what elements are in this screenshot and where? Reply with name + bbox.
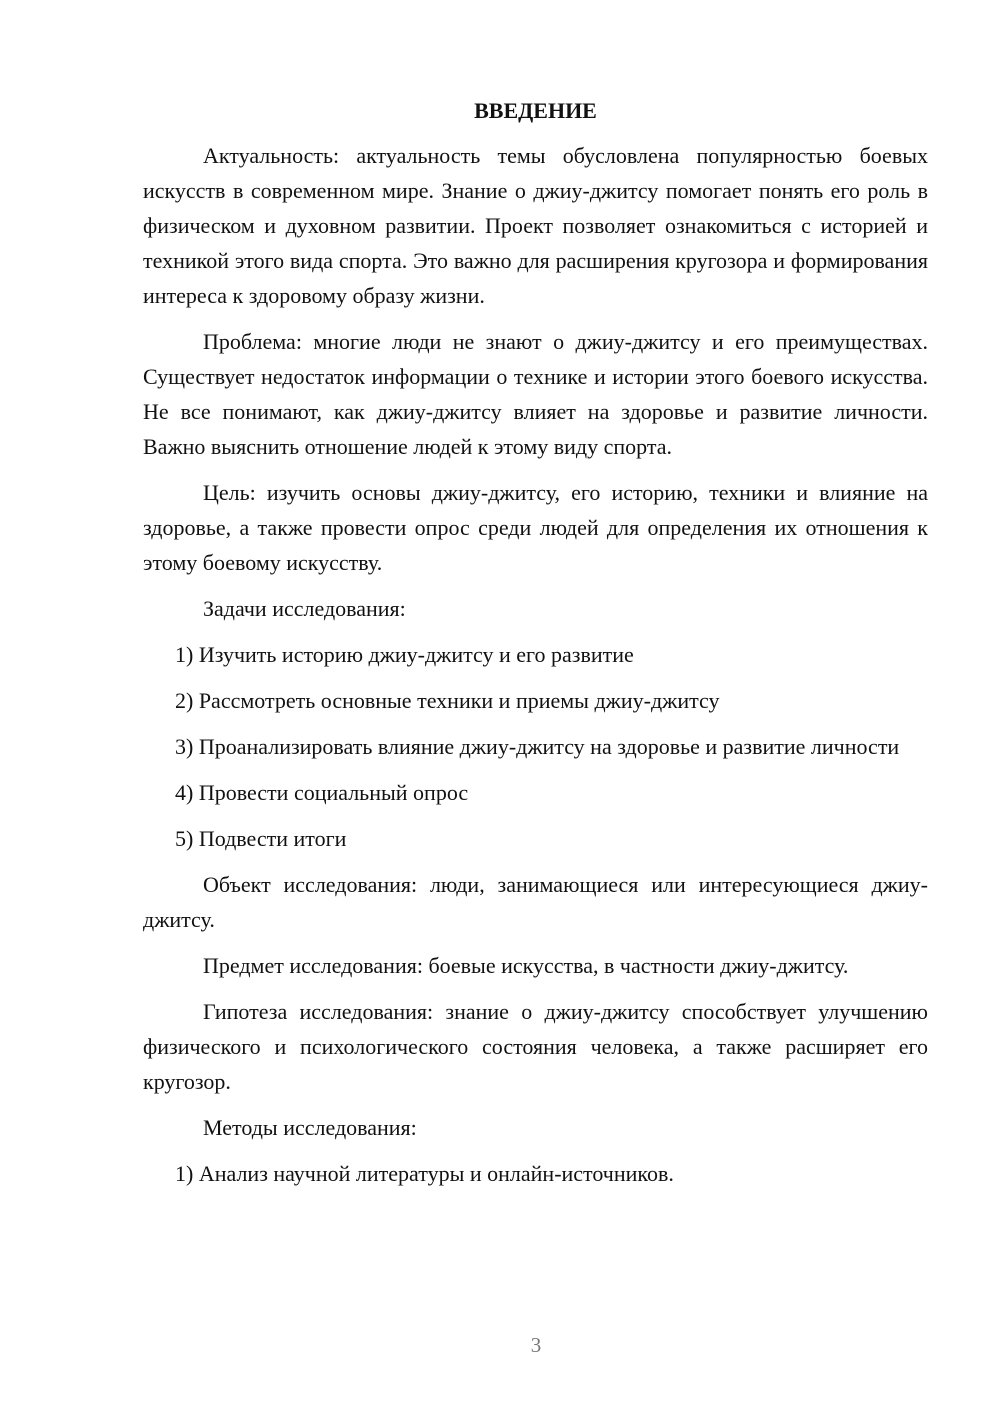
paragraph-tasks-title: Задачи исследования:	[203, 596, 406, 621]
page-number: 3	[530, 1333, 542, 1357]
paragraph-subject: Предмет исследования: боевые искусства, в частности джиу-джитсу.	[203, 953, 849, 978]
section-heading: ВВЕДЕНИЕ	[474, 98, 597, 123]
paragraph-goal: Цель: изучить основы джиу-джитсу, его историю, техники и влияние на здоровье, а также провести опрос среди людей для определения их отношения к этому боевому искусству.	[143, 480, 928, 575]
task-item-2: 2) Рассмотреть основные техники и приемы джиу-джитсу	[175, 688, 720, 713]
paragraph-hypothesis: Гипотеза исследования: знание о джиу-джитсу способствует улучшению физического и психологического состояния человека, а также расширяет его кругозор.	[143, 999, 928, 1094]
paragraph-problem: Проблема: многие люди не знают о джиу-джитсу и его преимуществах. Существует недостаток информации о технике и истории этого боевого искусства. Не все понимают, как джиу-джитсу влияет на здоровье и развитие личности. Важно выяснить отношение людей к этому виду спорта.	[143, 329, 928, 459]
task-item-1: 1) Изучить историю джиу-джитсу и его развитие	[175, 642, 634, 667]
task-item-3: 3) Проанализировать влияние джиу-джитсу на здоровье и развитие личности	[175, 734, 900, 759]
paragraph-relevance: Актуальность: актуальность темы обусловлена популярностью боевых искусств в современном мире. Знание о джиу-джитсу помогает понять его роль в физическом и духовном развитии. Проект позволяет ознакомиться с историей и техникой этого вида спорта. Это важно для расширения кругозора и формирования интереса к здоровому образу жизни.	[143, 143, 928, 308]
task-item-5: 5) Подвести итоги	[175, 826, 347, 851]
document-body	[143, 93, 928, 1202]
task-item-4: 4) Провести социальный опрос	[175, 780, 469, 805]
paragraph-object: Объект исследования: люди, занимающиеся или интересующиеся джиу-джитсу.	[143, 872, 928, 932]
paragraph-methods-title: Методы исследования:	[203, 1115, 417, 1140]
method-item-1: 1) Анализ научной литературы и онлайн-источников.	[175, 1161, 674, 1186]
